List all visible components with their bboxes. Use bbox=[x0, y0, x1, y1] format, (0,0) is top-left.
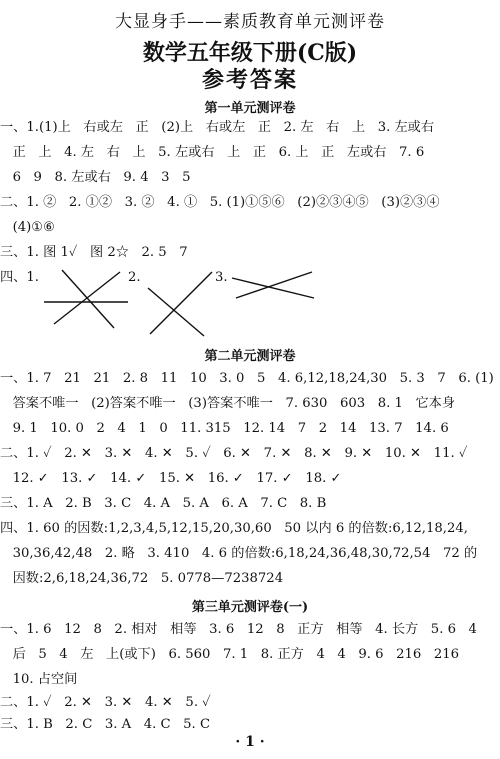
answer-line: 三、1. 图 1✓ 图 2☆ 2. 5 7 bbox=[0, 245, 188, 260]
intersecting-lines-figure-3 bbox=[228, 268, 318, 308]
answer-line: 30,36,42,48 2. 略 3. 410 4. 6 的倍数:6,18,24,36,48,30,72,54 72 的 bbox=[0, 546, 478, 561]
answer-line: 后 5 4 左 上(或下) 6. 560 7. 1 8. 正方 4 4 9. 6 216 216 bbox=[0, 647, 460, 662]
section-title-unit-3: 第三单元测评卷(一) bbox=[191, 600, 309, 615]
section-title-unit-2: 第二单元测评卷 bbox=[204, 349, 296, 364]
answer-line: 答案不唯一 (2)答案不唯一 (3)答案不唯一 7. 630 603 8. 1 它本身 bbox=[0, 396, 456, 411]
intersecting-lines-figure-1 bbox=[40, 266, 130, 332]
answer-line: 一、1.(1)上 右或左 正 (2)上 右或左 正 2. 左 右 上 3. 左或右 bbox=[0, 120, 435, 135]
page-number: · 1 · bbox=[235, 734, 265, 750]
answer-line: 二、1. ✓ 2. ✕ 3. ✕ 4. ✕ 5. ✓ bbox=[0, 695, 211, 710]
figure-label-3: 3. bbox=[215, 270, 228, 285]
subject-title: 数学五年级下册(C版) bbox=[142, 40, 358, 66]
answer-line: 一、1. 7 21 21 2. 8 11 10 3. 0 5 4. 6,12,18,24,30 5. 3 7 6. (1) bbox=[0, 371, 494, 386]
answer-line: 四、1. bbox=[0, 270, 39, 285]
answer-line: 10. 占空间 bbox=[0, 672, 78, 687]
section-title-unit-1: 第一单元测评卷 bbox=[204, 101, 296, 116]
figure-label-2: 2. bbox=[128, 270, 141, 285]
answer-line: 6 9 8. 左或右 9. 4 3 5 bbox=[0, 170, 191, 185]
answer-line: 三、1. A 2. B 3. C 4. A 5. A 6. A 7. C 8. B bbox=[0, 496, 327, 511]
answer-line: 因数:2,6,18,24,36,72 5. 0778—7238724 bbox=[0, 571, 284, 586]
answer-line: 三、1. B 2. C 3. A 4. C 5. C bbox=[0, 717, 211, 732]
answer-line: 四、1. 60 的因数:1,2,3,4,5,12,15,20,30,60 50 以内 6 的倍数:6,12,18,24, bbox=[0, 521, 468, 536]
answer-line: 12. ✓ 13. ✓ 14. ✓ 15. ✕ 16. ✓ 17. ✓ 18. ✓ bbox=[0, 471, 342, 486]
answer-line: 二、1. ② 2. ①② 3. ② 4. ① 5. (1)①⑤⑥ (2)②③④⑤ (3)②③④ bbox=[0, 195, 440, 210]
answer-line: 一、1. 6 12 8 2. 相对 相等 3. 6 12 8 正方 相等 4. 长方 5. 6 4 bbox=[0, 622, 477, 637]
intersecting-lines-figure-2 bbox=[140, 268, 220, 338]
answer-line: 9. 1 10. 0 2 4 1 0 11. 315 12. 14 7 2 14 13. 7 14. 6 bbox=[0, 421, 449, 436]
answer-line: (4)①⑥ bbox=[0, 220, 55, 235]
page-title: 参考答案 bbox=[201, 67, 298, 93]
answer-line: 二、1. ✓ 2. ✕ 3. ✕ 4. ✕ 5. ✓ 6. ✕ 7. ✕ 8. ✕ 9. ✕ 10. ✕ 11. ✓ bbox=[0, 446, 468, 461]
series-title: 大显身手——素质教育单元测评卷 bbox=[115, 12, 385, 32]
answer-line: 正 上 4. 左 右 上 5. 左或右 上 正 6. 上 正 左或右 7. 6 bbox=[0, 145, 425, 160]
